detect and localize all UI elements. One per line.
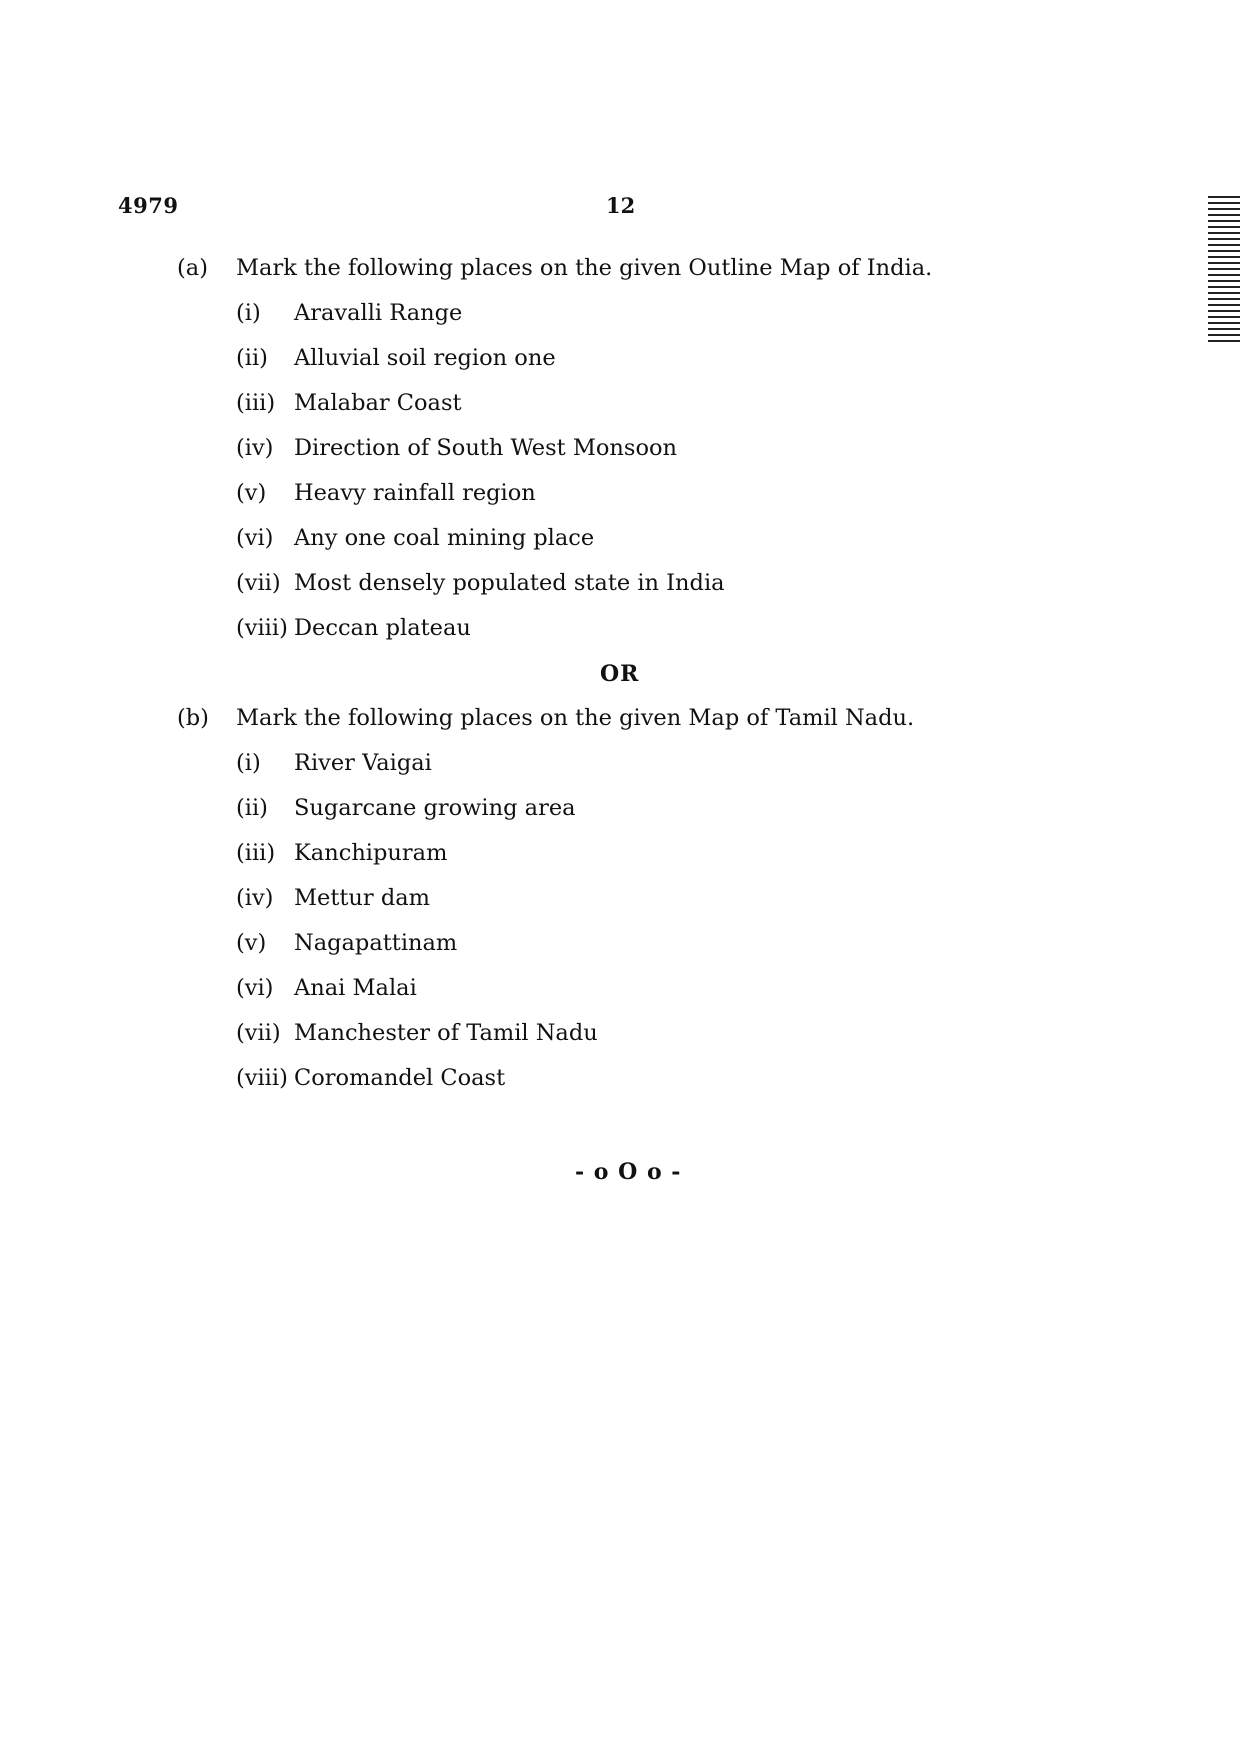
item-number: (ii) [236, 795, 268, 821]
item-number: (v) [236, 930, 267, 956]
page-number: 12 [606, 193, 636, 218]
item-text: Deccan plateau [294, 615, 471, 641]
item-text: Kanchipuram [294, 840, 448, 866]
item-text: Most densely populated state in India [294, 570, 725, 596]
item-number: (v) [236, 480, 267, 506]
item-text: Malabar Coast [294, 390, 462, 416]
item-number: (iv) [236, 435, 274, 461]
question-label: (b) [177, 705, 209, 731]
item-number: (viii) [236, 615, 288, 641]
item-text: Nagapattinam [294, 930, 458, 956]
item-text: Alluvial soil region one [294, 345, 556, 371]
question-text: Mark the following places on the given Outline Map of India. [236, 255, 933, 281]
item-number: (vi) [236, 975, 274, 1001]
question-label: (a) [177, 255, 208, 281]
item-number: (i) [236, 750, 261, 776]
item-number: (iv) [236, 885, 274, 911]
item-text: Anai Malai [294, 975, 417, 1001]
item-number: (iii) [236, 840, 276, 866]
item-text: Sugarcane growing area [294, 795, 576, 821]
item-number: (vii) [236, 570, 281, 596]
question-text: Mark the following places on the given Map of Tamil Nadu. [236, 705, 915, 731]
or-separator: OR [600, 661, 640, 687]
item-text: Mettur dam [294, 885, 430, 911]
item-text: Aravalli Range [294, 300, 463, 326]
paper-code: 4979 [118, 193, 179, 218]
end-of-paper-mark: - o O o - [575, 1159, 681, 1185]
item-text: River Vaigai [294, 750, 432, 776]
item-text: Direction of South West Monsoon [294, 435, 678, 461]
item-number: (vii) [236, 1020, 281, 1046]
item-number: (ii) [236, 345, 268, 371]
item-number: (viii) [236, 1065, 288, 1091]
item-number: (i) [236, 300, 261, 326]
item-text: Coromandel Coast [294, 1065, 506, 1091]
item-text: Heavy rainfall region [294, 480, 536, 506]
barcode-marks [1208, 196, 1240, 344]
item-text: Manchester of Tamil Nadu [294, 1020, 598, 1046]
item-number: (iii) [236, 390, 276, 416]
item-number: (vi) [236, 525, 274, 551]
item-text: Any one coal mining place [294, 525, 595, 551]
